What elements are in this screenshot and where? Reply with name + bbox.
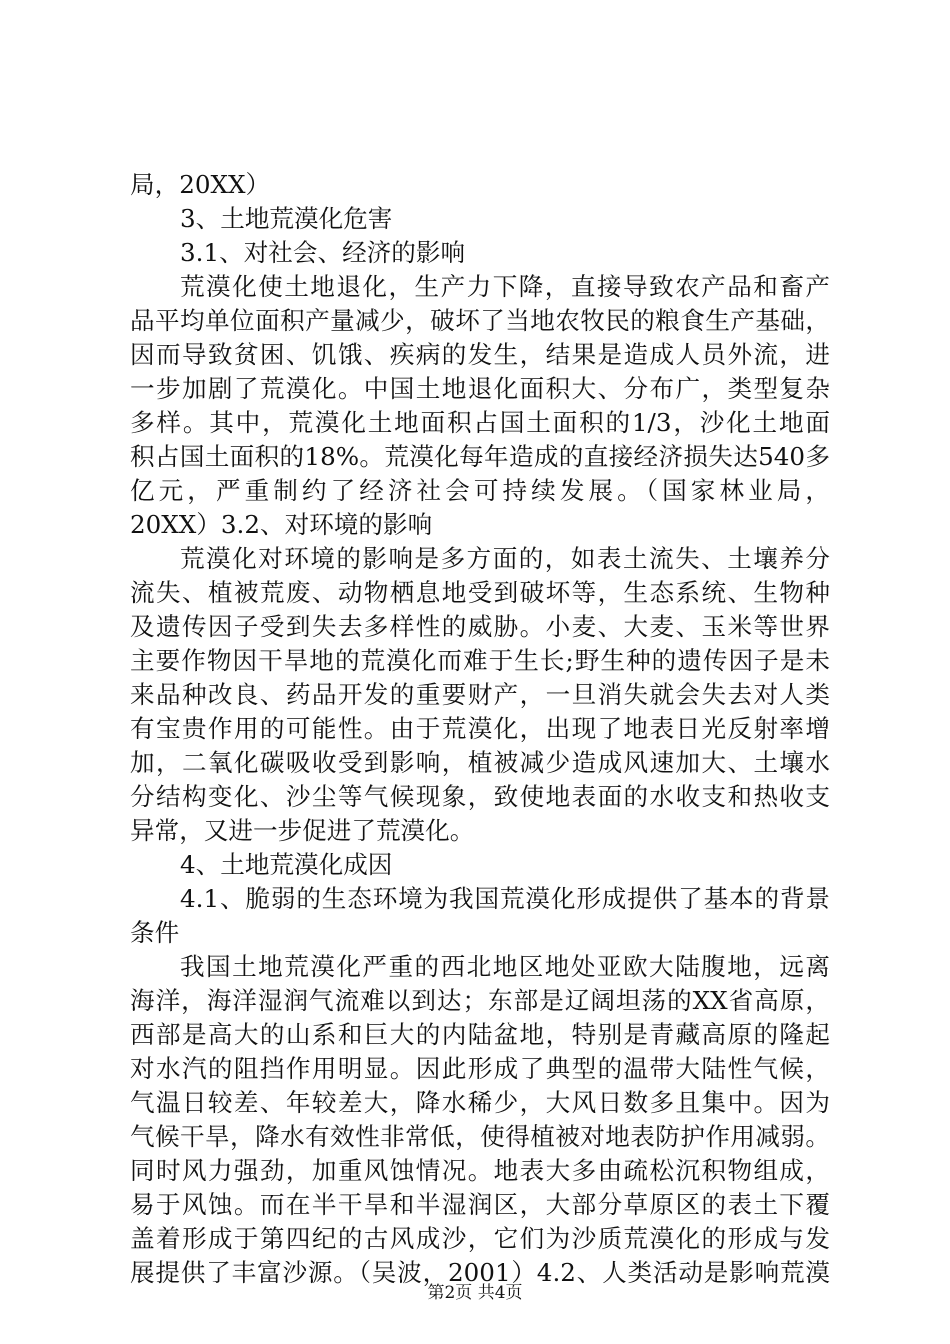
text-line: 因而导致贫困、饥饿、疾病的发生，结果是造成人员外流，进 [130, 340, 830, 369]
text-line: 主要作物因干旱地的荒漠化而难于生长;野生种的遗传因子是未 [130, 646, 830, 675]
section-heading: 4、土地荒漠化成因 [180, 850, 393, 879]
text-line: 西部是高大的山系和巨大的内陆盆地，特别是青藏高原的隆起 [130, 1020, 830, 1049]
text-line: 分结构变化、沙尘等气候现象，致使地表面的水收支和热收支 [130, 782, 830, 811]
text-line: 易于风蚀。而在半干旱和半湿润区，大部分草原区的表土下覆 [130, 1190, 830, 1219]
document-body [130, 168, 830, 1290]
text-line: 盖着形成于第四纪的古风成沙，它们为沙质荒漠化的形成与发 [130, 1224, 830, 1253]
text-line: 品平均单位面积产量减少，破坏了当地农牧民的粮食生产基础， [130, 306, 830, 335]
text-line: 亿元，严重制约了经济社会可持续发展。（国家林业局， [130, 476, 830, 505]
text-line: 海洋，海洋湿润气流难以到达；东部是辽阔坦荡的XX省高原， [130, 986, 830, 1015]
subsection-heading: 4.1、脆弱的生态环境为我国荒漠化形成提供了基本的背景 [180, 884, 830, 913]
text-line: 一步加剧了荒漠化。中国土地退化面积大、分布广，类型复杂 [130, 374, 830, 403]
text-line: 我国土地荒漠化严重的西北地区地处亚欧大陆腹地，远离 [180, 952, 830, 981]
text-line: 气候干旱，降水有效性非常低，使得植被对地表防护作用减弱。 [130, 1122, 830, 1151]
text-line: 积占国土面积的18%。荒漠化每年造成的直接经济损失达540多 [130, 442, 830, 471]
text-line: 加，二氧化碳吸收受到影响，植被减少造成风速加大、土壤水 [130, 748, 830, 777]
section-heading: 3、土地荒漠化危害 [180, 204, 393, 233]
subsection-heading: 3.1、对社会、经济的影响 [180, 238, 466, 267]
subsection-heading: 条件 [130, 918, 180, 947]
text-line: 对水汽的阻挡作用明显。因此形成了典型的温带大陆性气候， [130, 1054, 830, 1083]
text-line: 同时风力强劲，加重风蚀情况。地表大多由疏松沉积物组成， [130, 1156, 830, 1185]
text-line: 异常，又进一步促进了荒漠化。 [130, 816, 475, 845]
text-line: 荒漠化对环境的影响是多方面的，如表土流失、土壤养分 [180, 544, 830, 573]
text-line: 局，20XX） [130, 170, 271, 199]
page-footer: 第2页 共4页 [427, 1283, 523, 1303]
text-line: 荒漠化使土地退化，生产力下降，直接导致农产品和畜产 [180, 272, 830, 301]
text-line: 流失、植被荒废、动物栖息地受到破坏等，生态系统、生物种 [130, 578, 830, 607]
text-line: 展提供了丰富沙源。（吴波，2001）4.2、人类活动是影响荒漠 [130, 1258, 830, 1287]
text-line: 来品种改良、药品开发的重要财产，一旦消失就会失去对人类 [130, 680, 830, 709]
text-line: 有宝贵作用的可能性。由于荒漠化，出现了地表日光反射率增 [130, 714, 830, 743]
text-line: 多样。其中，荒漠化土地面积占国土面积的1/3，沙化土地面 [130, 408, 830, 437]
text-line: 及遗传因子受到失去多样性的威胁。小麦、大麦、玉米等世界 [130, 612, 830, 641]
text-line: 20XX）3.2、对环境的影响 [130, 510, 433, 539]
text-line: 气温日较差、年较差大，降水稀少，大风日数多且集中。因为 [130, 1088, 830, 1117]
